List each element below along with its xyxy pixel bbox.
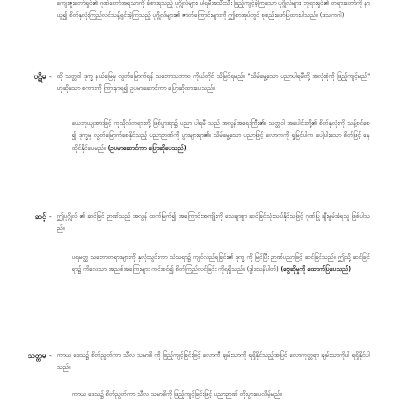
section-1-paragraph-1 <box>57 71 370 108</box>
section-3-dash: - <box>49 351 52 360</box>
section-1-paragraph-2-text: ယေဘုယျအားဖြင့် ကုသိုလ်တရားတို့ ဖြစ်ပွားရာ၌ ပညာ ပါရမီ သည် အလွန်အရေးကြီး၏။ သတ္တဝါ အပေါင်းတို့၏ စိတ်နှလုံးကို သန့်စင်စေ၍ ဒုက္ခမှ လွတ်မြောက်စေနိုင်သည့် ပညာဉာဏ်ကို ပွားများရာ၏။ သိမ်မွေ့သော ပညာဖြင့် လောကကို ရှုမြင်ပါက ပေါ့ပါးသော စိတ်ဖြင့် နေထိုင်နိုင်ပေမည်။ <box>72 120 370 152</box>
section-3-paragraph-1 <box>57 350 370 387</box>
section-1-paragraph-1-text: ထို သတ္တဝါ ဒုက္ခ နယ်မြေမှ လွတ်မြောက်ရန် သဘောသဘာဝ ကိုယ်တိုင် သိမြင်ရမည်။ "သိမ်မွေ့သော ပညာပါရမီတို့ အလုံးစုံကို ဖြည့်ကျင့်မည်" ဟုဆိုသော စကားကို ကြားနာရ၍ ဥပမာဆောင်ကာ ပြောဆိုထားပေသည်။ <box>57 73 370 93</box>
section-3-paragraph-1-text: ကာယ ဒေသ၌ စိတ်ညွတ်ကာ သီလ သမာဓိ ကို ဖြည့်ကျင့်ခြင်းဖြင့် လောကီ ချမ်းသာကို ရရှိနိုင်သည့်အပြင် လောကုတ္တရာ ချမ်းသာကိုပါ ရရှိနိုင်ပါသည်။ <box>57 352 370 372</box>
section-1-paragraph-2-bold: (ဥပမာဆောင်ကာ ပြောဆိုပေသည်) <box>107 144 187 152</box>
section-2-paragraph-2-bold: (ဗွေဆိုမှုကို ထောက်ပြပေသည်) <box>280 266 352 274</box>
section-1-label: ပဋိမ <box>33 72 46 81</box>
intro-paragraph-text: ကျေးဇူးတော်ရှင်၏ ဂုဏ်တော်အရသာကို ခံစားရသည့် ပုဂ္ဂိုလ်များ၊ ပါရမီအသီးသီး ဖြည့်ကျင့်ခဲ့ကြသော ပုဂ္ဂိုလ်များ၊ ဘုရားရှင်၏ တရားတော်ကို နာယူ၍ စိတ်နှလုံးကြည်လင်သန့်ရှင်းခဲ့ကြသည့် ပုဂ္ဂိုလ်များ၏ ဇာတ်ကြောင်းများကို ဤစာအုပ်တွင် စုစည်းဖော်ပြထားပါသည်။ (ဒသကဂါ) <box>57 0 370 20</box>
section-2-paragraph-2 <box>72 252 370 340</box>
section-2-paragraph-2-text: ပရမတ္ထ သဘောတရားများကို နှလုံးသွင်းကာ သံသရာ၌ ကျင်လည်ရခြင်း၏ ဒုက္ခ ကို မြင်ပြီး ဉာဏ်ပညာဖြင့် ဆင်ခြင်သည်။ ဤသို့ ဆင်ခြင်ရာ၌ ကိလေသာ အညစ်အကြေးများ ကင်းစင်၍ စိတ်ကြည်လင်ခြင်း ကိုရရှိသည်။ (ဒွါဒသနိပါတ်) <box>72 254 370 274</box>
section-2-label: ဆင့် <box>35 212 46 221</box>
section-2-dash: - <box>49 212 52 221</box>
section-1-dash: - <box>49 72 52 81</box>
section-2-paragraph-1-text: ဤပုဂ္ဂိုလ် ၏ ဆင်ခြင် ဉာဏ်သည် အလွန် ထက်မြက်၍ အကြောင်းအကျိုးကို သေချာစွာ ဆင်ခြင်သုံးသပ်နိုင်သဖြင့် ဂုဏ်ပြု ချီးမွမ်းခံရသူ ဖြစ်ပါသည်။ <box>57 213 370 233</box>
section-2-paragraph-1 <box>57 211 370 248</box>
section-3-paragraph-2-text: ကာယ ဒေသ၌ စိတ်ညွတ်ကာ သီလ သမာဓိကို ဖြည့်ကျင့်ခြင်းဖြင့် ပညာဉာဏ် တိုးပွားပေလိမ့်မည်။ <box>72 391 283 398</box>
intro-paragraph <box>57 0 370 60</box>
section-3-paragraph-2 <box>72 389 370 400</box>
section-1-paragraph-2 <box>72 118 370 205</box>
section-3-label: သတ္တမ <box>27 351 46 360</box>
